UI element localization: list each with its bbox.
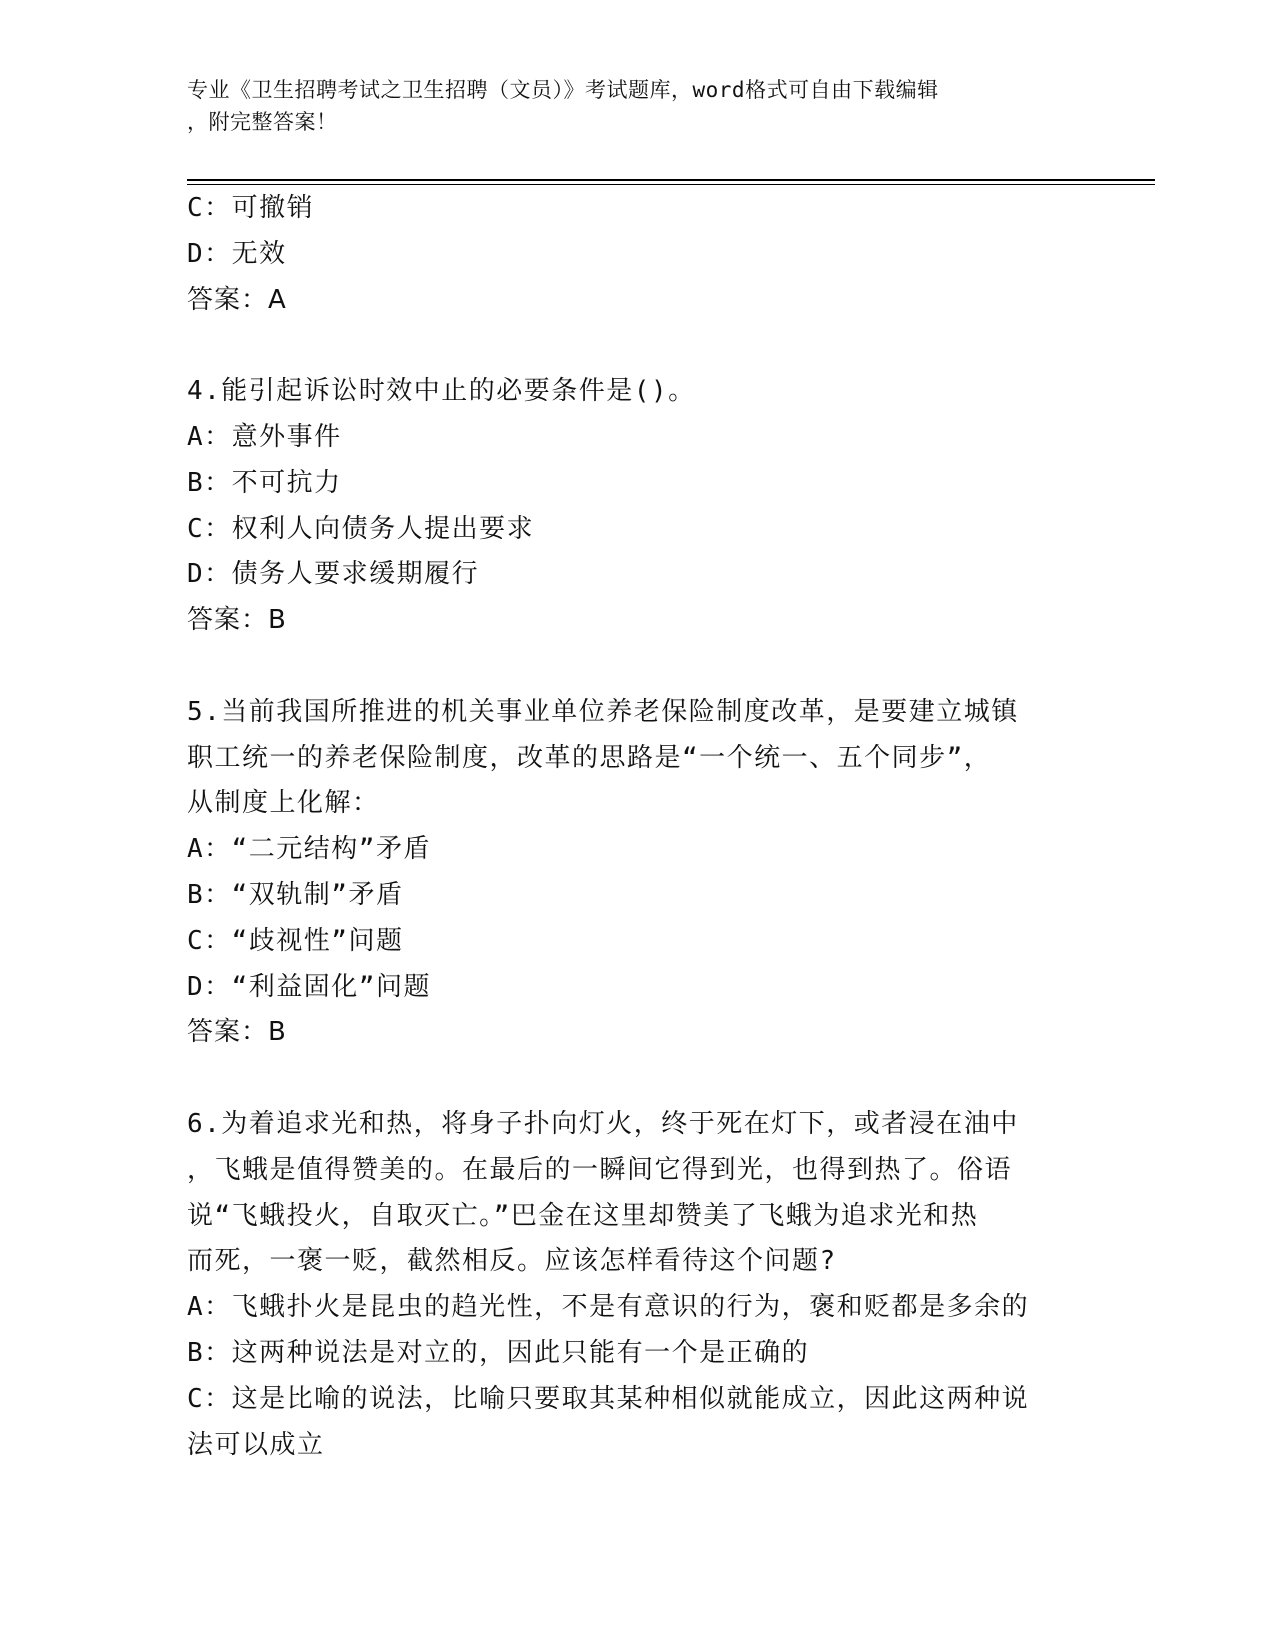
option-c: C：这是比喻的说法，比喻只要取其某种相似就能成立，因此这两种说 — [187, 1383, 1030, 1414]
question-gap — [187, 644, 1087, 690]
option-b: B：这两种说法是对立的，因此只能有一个是正确的 — [187, 1337, 810, 1368]
page-header — [187, 74, 1087, 138]
question-6 — [187, 1102, 1087, 1468]
header-divider-thin — [187, 184, 1155, 185]
option-a: A：意外事件 — [187, 421, 342, 452]
question-3-tail — [187, 186, 1087, 323]
question-stem: 4.能引起诉讼时效中止的必要条件是()。 — [187, 376, 696, 407]
answer-line: 答案：B — [187, 605, 287, 636]
option-b: B：“双轨制”矛盾 — [187, 879, 404, 910]
question-stem: ，飞蛾是值得赞美的。在最后的一瞬间它得到光，也得到热了。俗语 — [187, 1154, 1013, 1185]
question-4 — [187, 369, 1087, 644]
option-a: A：飞蛾扑火是昆虫的趋光性，不是有意识的行为，褒和贬都是多余的 — [187, 1292, 1030, 1323]
question-stem: 说“飞蛾投火，自取灭亡。”巴金在这里却赞美了飞蛾为追求光和热 — [187, 1200, 979, 1231]
answer-line: 答案：B — [187, 1017, 287, 1048]
option-c: C：权利人向债务人提出要求 — [187, 513, 535, 544]
option-d: D：债务人要求缓期履行 — [187, 559, 480, 590]
question-stem: 职工统一的养老保险制度，改革的思路是“一个统一、五个同步”， — [187, 742, 992, 773]
question-stem: 6.为着追求光和热，将身子扑向灯火，终于死在灯下，或者浸在油中 — [187, 1108, 1019, 1139]
question-list — [187, 186, 1087, 1468]
option-c: C：可撤销 — [187, 193, 315, 223]
answer-line: 答案：A — [187, 284, 287, 315]
header-divider-thick — [187, 179, 1155, 181]
question-gap — [187, 1056, 1087, 1102]
question-5 — [187, 690, 1087, 1056]
question-stem: 而死，一褒一贬，截然相反。应该怎样看待这个问题? — [187, 1246, 837, 1277]
question-stem: 从制度上化解： — [187, 788, 380, 819]
option-c: C：“歧视性”问题 — [187, 925, 404, 956]
option-a: A：“二元结构”矛盾 — [187, 834, 431, 865]
question-stem: 5.当前我国所推进的机关事业单位养老保险制度改革，是要建立城镇 — [187, 696, 1019, 727]
option-d: D：“利益固化”问题 — [187, 971, 431, 1002]
question-gap — [187, 323, 1087, 369]
option-c-continued: 法可以成立 — [187, 1429, 325, 1460]
header-title-line-2: ，附完整答案！ — [187, 110, 338, 134]
option-d: D：无效 — [187, 238, 287, 269]
option-b: B：不可抗力 — [187, 467, 342, 498]
header-title-line-1: 专业《卫生招聘考试之卫生招聘（文员）》考试题库，word格式可自由下载编辑 — [187, 78, 939, 102]
